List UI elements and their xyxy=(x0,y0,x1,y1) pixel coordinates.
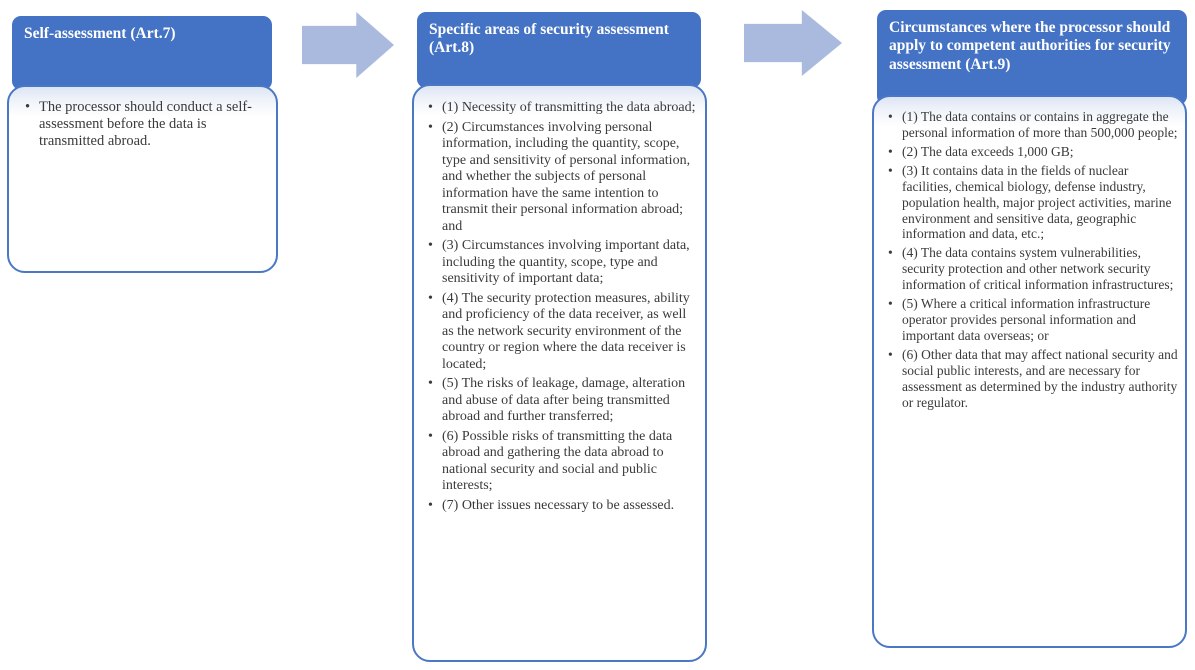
list-item xyxy=(428,429,699,495)
list-item xyxy=(428,291,699,374)
list-item xyxy=(888,144,1179,160)
bullet-icon: • xyxy=(888,245,893,261)
stage3-item-list xyxy=(874,97,1185,419)
list-item xyxy=(428,498,699,515)
bullet-icon: • xyxy=(888,162,893,178)
bullet-icon: • xyxy=(428,119,433,135)
bullet-icon: • xyxy=(428,238,433,254)
list-item-text: (7) Other issues necessary to be assessed. xyxy=(442,497,675,513)
stage2-header xyxy=(417,12,701,88)
stage1-body xyxy=(7,85,278,273)
list-item-text: (2) Circumstances involving personal information, including the quantity, scope, type and sensitivity of personal information, and whether the subjects of personal information have the same intention to transmit their personal information abroad; and xyxy=(442,119,691,234)
bullet-icon: • xyxy=(25,99,31,115)
list-item-text: (3) Circumstances involving important data, including the quantity, scope, type and sensitivity of important data; xyxy=(442,238,690,287)
bullet-icon: • xyxy=(888,109,893,124)
list-item xyxy=(888,163,1179,243)
stage3-header xyxy=(877,10,1187,105)
list-item-text: (1) Necessity of transmitting the data abroad; xyxy=(442,100,696,115)
list-item xyxy=(888,109,1179,141)
list-item-text: (6) Other data that may affect national security and social public interests, and are necessary for assessment as determined by the industry authority or regulator. xyxy=(902,346,1178,410)
flow-arrow-2-icon xyxy=(744,10,842,76)
list-item-text: (4) The security protection measures, ability and proficiency of the data receiver, as well as the network security environment of the country or region where the data receiver is located; xyxy=(442,290,690,372)
bullet-icon: • xyxy=(428,290,433,306)
bullet-icon: • xyxy=(428,497,433,513)
list-item xyxy=(888,245,1179,293)
stage1-title: Self-assessment (Art.7) xyxy=(24,25,176,42)
list-item-text: The processor should conduct a self-assessment before the data is transmitted abroad. xyxy=(39,99,253,150)
list-item-text: (4) The data contains system vulnerabilities, security protection and other network security information of critical information infrastructures; xyxy=(902,245,1174,293)
bullet-icon: • xyxy=(428,428,433,444)
list-item xyxy=(25,99,268,150)
list-item xyxy=(888,296,1179,344)
stage2-title: Specific areas of security assessment (Art.8) xyxy=(429,21,669,57)
list-item xyxy=(428,100,699,117)
bullet-icon: • xyxy=(888,296,893,312)
stage1-item-list xyxy=(9,87,276,158)
list-item-text: (5) Where a critical information infrastructure operator provides personal information and important data overseas; or xyxy=(902,296,1151,343)
list-item xyxy=(428,238,699,288)
bullet-icon: • xyxy=(428,100,433,115)
stage2-item-list xyxy=(414,86,705,522)
list-item-text: (2) The data exceeds 1,000 GB; xyxy=(902,143,1074,159)
bullet-icon: • xyxy=(888,346,893,362)
flow-arrow-1-icon xyxy=(302,12,394,78)
list-item-text: (6) Possible risks of transmitting the data abroad and gathering the data abroad to national security and social and public interests; xyxy=(442,428,673,494)
stage1-header xyxy=(12,16,272,90)
list-item-text: (5) The risks of leakage, damage, alteration and abuse of data after being transmitted abroad and further transferred; xyxy=(442,376,686,425)
list-item-text: (3) It contains data in the fields of nuclear facilities, chemical biology, defense industry, population health, major project activities, marine environment and sensitive data, geographic information and data, etc.; xyxy=(902,162,1172,242)
list-item xyxy=(428,120,699,236)
stage2-body xyxy=(412,84,707,662)
bullet-icon: • xyxy=(888,143,893,159)
list-item xyxy=(428,376,699,426)
list-item xyxy=(888,347,1179,411)
stage3-title: Circumstances where the processor should apply to competent authorities for security assessment (Art.9) xyxy=(889,19,1171,73)
list-item-text: (1) The data contains or contains in aggregate the personal information of more than 500,000 people; xyxy=(902,109,1178,140)
stage3-body xyxy=(872,95,1187,648)
bullet-icon: • xyxy=(428,376,433,392)
